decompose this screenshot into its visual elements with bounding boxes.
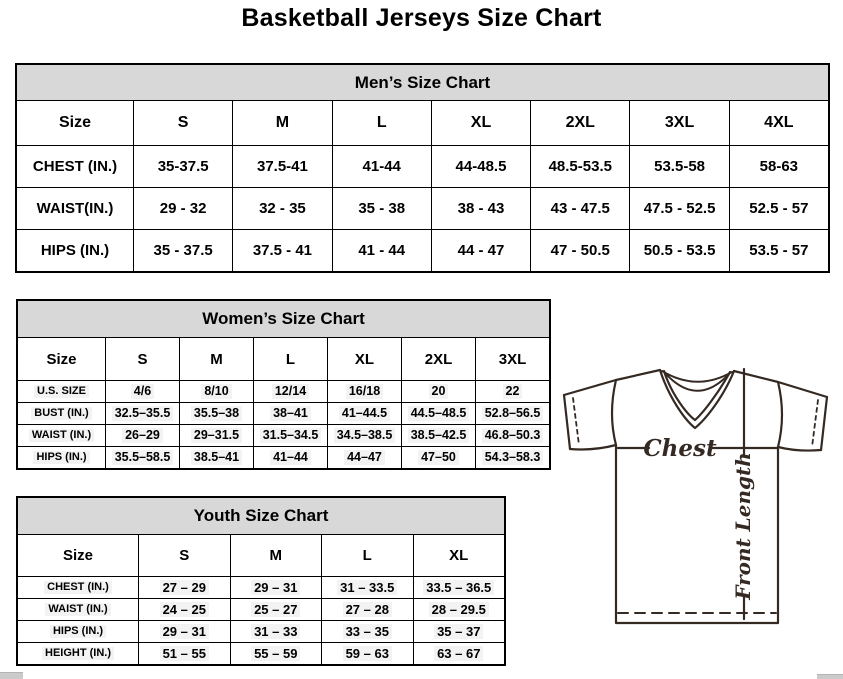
size-value-cell: 25 – 27 xyxy=(231,599,322,620)
table-row xyxy=(17,146,828,187)
table-row xyxy=(18,381,549,402)
table-row xyxy=(18,599,504,620)
size-value-cell: 35 - 38 xyxy=(333,188,431,229)
row-label: CHEST (IN.) xyxy=(17,146,133,187)
size-value-cell: 38.5–42.5 xyxy=(402,425,475,446)
youth-chart-title: Youth Size Chart xyxy=(18,498,504,534)
size-value-cell: 53.5 - 57 xyxy=(730,230,828,271)
size-value-cell: 37.5 - 41 xyxy=(233,230,331,271)
column-header: 3XL xyxy=(476,338,549,380)
row-label: WAIST(IN.) xyxy=(17,188,133,229)
column-header: L xyxy=(333,101,431,145)
column-header: 3XL xyxy=(630,101,728,145)
row-label: HEIGHT (IN.) xyxy=(18,643,138,664)
size-value-cell: 38–41 xyxy=(254,403,327,424)
header-row xyxy=(18,338,549,380)
size-value-cell: 41–44 xyxy=(254,447,327,468)
size-value-cell: 54.3–58.3 xyxy=(476,447,549,468)
size-value-cell: 20 xyxy=(402,381,475,402)
row-label: CHEST (IN.) xyxy=(18,577,138,598)
size-value-cell: 31 – 33.5 xyxy=(322,577,413,598)
table-row xyxy=(18,425,549,446)
jersey-left-sleeve-seam xyxy=(612,380,616,445)
size-value-cell: 32 - 35 xyxy=(233,188,331,229)
size-value-cell: 31 – 33 xyxy=(231,621,322,642)
jersey-left-cuff xyxy=(564,395,570,449)
table-row xyxy=(18,577,504,598)
jersey-right-cuff-dashed-line xyxy=(812,400,818,447)
mens-chart-title: Men’s Size Chart xyxy=(17,65,828,100)
size-value-cell: 55 – 59 xyxy=(231,643,322,664)
row-label: HIPS (IN.) xyxy=(17,230,133,271)
size-value-cell: 35 – 37 xyxy=(414,621,505,642)
mens-size-chart-table xyxy=(15,63,830,273)
column-header: Size xyxy=(18,338,105,380)
column-header: XL xyxy=(328,338,401,380)
size-value-cell: 33 – 35 xyxy=(322,621,413,642)
column-header: XL xyxy=(432,101,530,145)
size-value-cell: 41–44.5 xyxy=(328,403,401,424)
size-value-cell: 32.5–35.5 xyxy=(106,403,179,424)
column-header: 2XL xyxy=(402,338,475,380)
size-value-cell: 8/10 xyxy=(180,381,253,402)
jersey-right-sleeve-seam xyxy=(778,382,782,447)
size-value-cell: 47.5 - 52.5 xyxy=(630,188,728,229)
size-value-cell: 24 – 25 xyxy=(139,599,230,620)
column-header: Size xyxy=(17,101,133,145)
jersey-measurement-diagram xyxy=(553,356,838,628)
size-value-cell: 58-63 xyxy=(730,146,828,187)
size-value-cell: 48.5-53.5 xyxy=(531,146,629,187)
size-value-cell: 44–47 xyxy=(328,447,401,468)
size-value-cell: 31.5–34.5 xyxy=(254,425,327,446)
size-value-cell: 41 - 44 xyxy=(333,230,431,271)
row-label: WAIST (IN.) xyxy=(18,425,105,446)
size-value-cell: 38 - 43 xyxy=(432,188,530,229)
horizontal-scrollbar-fragment-left[interactable] xyxy=(0,672,23,679)
youth-size-chart-table xyxy=(16,496,506,666)
page-title: Basketball Jerseys Size Chart xyxy=(241,4,602,32)
size-value-cell: 34.5–38.5 xyxy=(328,425,401,446)
size-value-cell: 29–31.5 xyxy=(180,425,253,446)
chest-label: Chest xyxy=(643,435,717,462)
size-value-cell: 44 - 47 xyxy=(432,230,530,271)
size-value-cell: 47 - 50.5 xyxy=(531,230,629,271)
table-row xyxy=(18,621,504,642)
size-value-cell: 35 - 37.5 xyxy=(134,230,232,271)
row-label: BUST (IN.) xyxy=(18,403,105,424)
size-value-cell: 50.5 - 53.5 xyxy=(630,230,728,271)
size-value-cell: 29 – 31 xyxy=(139,621,230,642)
size-value-cell: 52.5 - 57 xyxy=(730,188,828,229)
column-header: M xyxy=(180,338,253,380)
size-value-cell: 4/6 xyxy=(106,381,179,402)
front-length-label: Front Length xyxy=(731,452,755,600)
size-value-cell: 28 – 29.5 xyxy=(414,599,505,620)
size-value-cell: 44.5–48.5 xyxy=(402,403,475,424)
column-header: Size xyxy=(18,535,138,576)
size-value-cell: 63 – 67 xyxy=(414,643,505,664)
size-value-cell: 27 – 28 xyxy=(322,599,413,620)
column-header: S xyxy=(134,101,232,145)
size-value-cell: 46.8–50.3 xyxy=(476,425,549,446)
size-value-cell: 12/14 xyxy=(254,381,327,402)
size-value-cell: 26–29 xyxy=(106,425,179,446)
size-value-cell: 27 – 29 xyxy=(139,577,230,598)
size-value-cell: 37.5-41 xyxy=(233,146,331,187)
header-row xyxy=(17,101,828,145)
jersey-left-shoulder xyxy=(564,370,660,395)
column-header: L xyxy=(322,535,413,576)
jersey-left-cuff-dashed-line xyxy=(573,398,579,445)
size-value-cell: 47–50 xyxy=(402,447,475,468)
size-value-cell: 41-44 xyxy=(333,146,431,187)
column-header: 2XL xyxy=(531,101,629,145)
size-value-cell: 38.5–41 xyxy=(180,447,253,468)
size-value-cell: 52.8–56.5 xyxy=(476,403,549,424)
jersey-right-cuff xyxy=(821,397,827,450)
row-label: HIPS (IN.) xyxy=(18,447,105,468)
size-value-cell: 43 - 47.5 xyxy=(531,188,629,229)
column-header: S xyxy=(106,338,179,380)
column-header: M xyxy=(233,101,331,145)
size-value-cell: 35.5–38 xyxy=(180,403,253,424)
column-header: L xyxy=(254,338,327,380)
size-value-cell: 16/18 xyxy=(328,381,401,402)
horizontal-scrollbar-fragment-right[interactable] xyxy=(817,674,843,679)
table-row xyxy=(18,403,549,424)
size-value-cell: 33.5 – 36.5 xyxy=(414,577,505,598)
size-value-cell: 22 xyxy=(476,381,549,402)
womens-size-chart-table xyxy=(16,299,551,470)
column-header: 4XL xyxy=(730,101,828,145)
row-label: U.S. SIZE xyxy=(18,381,105,402)
size-value-cell: 51 – 55 xyxy=(139,643,230,664)
column-header: S xyxy=(139,535,230,576)
size-value-cell: 35.5–58.5 xyxy=(106,447,179,468)
size-value-cell: 29 – 31 xyxy=(231,577,322,598)
table-row xyxy=(18,643,504,664)
row-label: WAIST (IN.) xyxy=(18,599,138,620)
size-value-cell: 53.5-58 xyxy=(630,146,728,187)
jersey-right-sleeve-underside xyxy=(778,447,821,451)
header-row xyxy=(18,535,504,576)
size-value-cell: 59 – 63 xyxy=(322,643,413,664)
womens-chart-title: Women’s Size Chart xyxy=(18,301,549,337)
column-header: XL xyxy=(414,535,505,576)
jersey-outline-drawing xyxy=(553,356,838,628)
size-value-cell: 29 - 32 xyxy=(134,188,232,229)
row-label: HIPS (IN.) xyxy=(18,621,138,642)
column-header: M xyxy=(231,535,322,576)
jersey-left-sleeve-underside xyxy=(570,445,616,450)
table-row xyxy=(18,447,549,468)
size-value-cell: 44-48.5 xyxy=(432,146,530,187)
table-row xyxy=(17,188,828,229)
table-row xyxy=(17,230,828,271)
size-value-cell: 35-37.5 xyxy=(134,146,232,187)
